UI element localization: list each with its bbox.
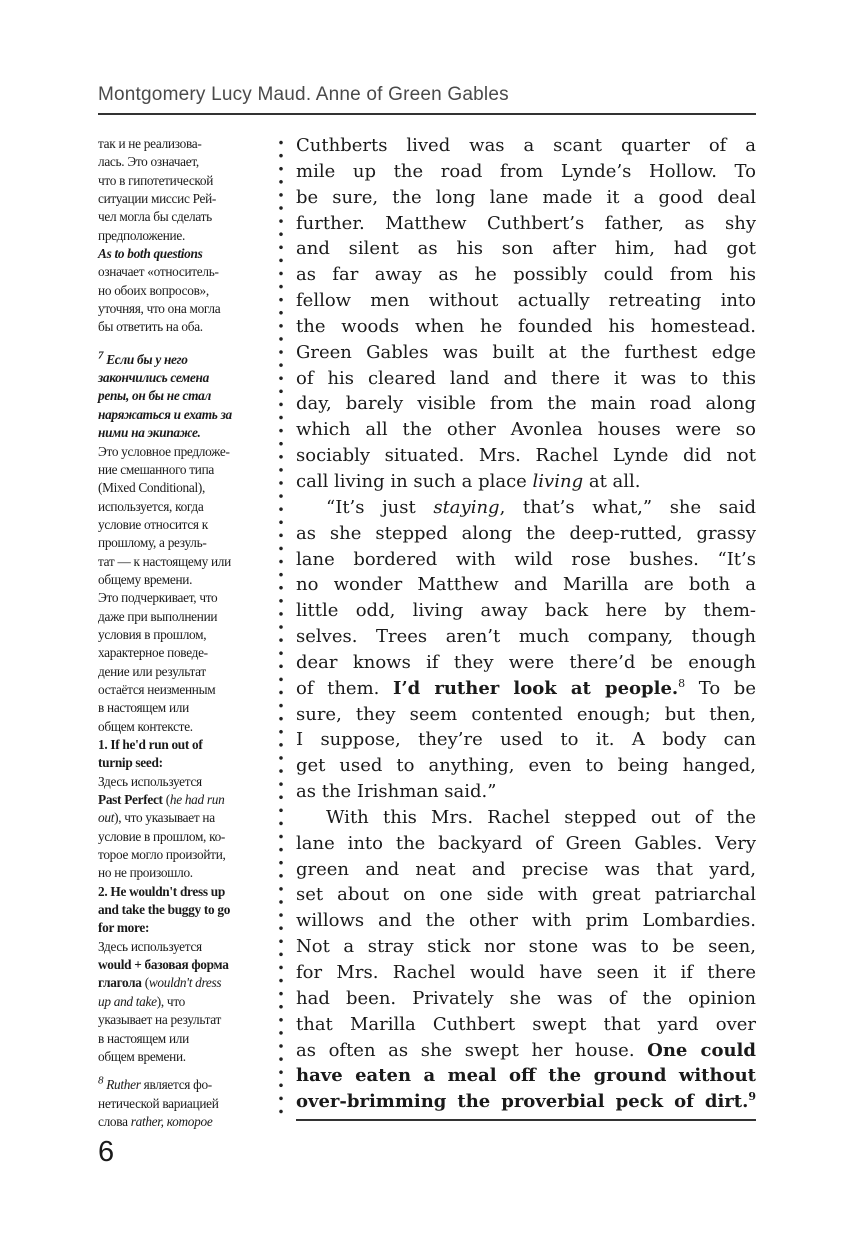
note-italic: he had run (169, 792, 225, 808)
text-line: dear knows if they were there’d be enough (296, 651, 756, 673)
note-line: наряжаться и ехать за (98, 406, 232, 422)
note-line: ние смешанного типа (98, 461, 215, 477)
note-line: в настоящем или (98, 700, 189, 716)
note-line: даже при выполнении (98, 608, 218, 624)
note-term: Ruther (106, 1077, 141, 1093)
note-line: условие в прошлом, ко- (98, 828, 226, 844)
text-line: lane into the backyard of Green Gables. Very (296, 832, 756, 854)
note-italic: rather, которое (130, 1113, 213, 1129)
note-line: в настоящем или (98, 1030, 189, 1046)
sidebar-notes (98, 135, 264, 1131)
note-line: уточняя, что она могла (98, 301, 221, 317)
header-rule (98, 113, 756, 115)
note-line: указывает на результат (98, 1012, 222, 1028)
text-line: mile up the road from Lynde’s Hollow. To (296, 160, 756, 182)
note-line (98, 993, 264, 1011)
text-line: and silent as his son after him, had got (296, 238, 756, 260)
note-line: торое могло произойти, (98, 847, 226, 863)
note-line: но не произошло. (98, 865, 193, 881)
text-line: for Mrs. Rachel would have seen it if there (296, 962, 756, 983)
note-line: используется, когда (98, 498, 204, 514)
note-line (98, 1113, 264, 1131)
text-line: which all the other Avonlea houses were so (296, 419, 756, 441)
note-line: бы ответить на оба. (98, 319, 203, 335)
text-line: sure, they seem contented enough; but then, (296, 703, 756, 725)
text-line: fellow men without actually retreating into (296, 290, 756, 312)
note-line: ситуации миссис Рей- (98, 191, 217, 207)
footnote-ref: 9 (748, 1090, 756, 1104)
note-line: закончились семена (98, 370, 209, 386)
note-line: общем времени. (98, 1048, 186, 1064)
text-italic: living (532, 470, 584, 492)
text-line: as she stepped along the deep-rutted, grassy (296, 522, 756, 544)
text-bold: over-brimming the proverbial peck of dirt. (296, 1091, 749, 1113)
text-line: Green Gables was built at the furthest edge (296, 341, 756, 363)
text-line (296, 495, 756, 521)
text-run: , that’s what,” she said (499, 496, 757, 518)
text-line: With this Mrs. Rachel stepped out of the (326, 806, 756, 828)
note-line: Это подчеркивает, что (98, 590, 218, 606)
note-line (98, 791, 264, 809)
note-line: характерное поведе- (98, 645, 208, 661)
text-line (296, 469, 756, 495)
text-line: sociably situated. Mrs. Rachel Lynde did not (296, 445, 756, 467)
footnote-7-heading (98, 351, 264, 369)
note-line: дение или результат (98, 663, 206, 679)
note-line: условие относится к (98, 516, 208, 532)
footnote-ref: 8 (678, 676, 686, 690)
text-line: as the Irishman said.” (296, 781, 497, 803)
note-term: глагола (98, 975, 142, 991)
footnote-8 (98, 1076, 264, 1094)
text-run: call living in such a place (296, 470, 533, 492)
note-line: Здесь используется (98, 773, 202, 789)
text-line: day, barely visible from the main road along (296, 393, 756, 415)
note-line: (Mixed Conditional), (98, 480, 206, 496)
note-line: Здесь используется (98, 938, 202, 954)
note-line: лась. Это означает, (98, 154, 199, 170)
note-line: но обоих вопросов», (98, 282, 209, 298)
text-line: Not a stray stick nor stone was to be seen, (296, 936, 756, 958)
footnote-number: 8 (98, 1074, 104, 1087)
text-line: I suppose, they’re used to it. A body can (296, 729, 756, 751)
text-italic: staying (433, 496, 500, 518)
text-line: Cuthberts lived was a scant quarter of a (296, 135, 756, 156)
text-line: as far away as he possibly could from his (296, 264, 756, 286)
text-line: little odd, living away back here by them- (296, 600, 756, 622)
note-line: что в гипотетической (98, 172, 214, 188)
text-bold-line: have eaten a meal off the ground without (296, 1065, 756, 1087)
note-text: ( (165, 792, 170, 808)
note-line: тат — к настоящему или (98, 553, 231, 569)
note-item-heading: 1. If he'd run out of (98, 737, 203, 752)
text-line: lane bordered with wild rose bushes. “It’s (296, 548, 756, 570)
text-line (296, 676, 756, 702)
note-line: чел могла бы сделать (98, 209, 212, 225)
main-text (296, 133, 756, 1115)
bottom-rule (296, 1119, 756, 1121)
note-line: репы, он бы не стал (98, 388, 211, 404)
text-bold: One could (647, 1039, 756, 1061)
note-text: ( (141, 975, 149, 991)
text-bold: I’d ruther look at people. (392, 677, 679, 699)
text-line: get used to anything, even to being hanged, (296, 755, 756, 777)
text-line: selves. Trees aren’t much company, though (296, 626, 756, 648)
note-term: Past Perfect (98, 792, 163, 808)
note-line (98, 974, 264, 992)
note-line: так и не реализова- (98, 136, 202, 151)
text-run: “It’s just (326, 496, 434, 518)
text-line: willows and the other with prim Lombardies. (296, 910, 756, 932)
page-number: 6 (98, 1136, 115, 1168)
note-italic: out (98, 810, 115, 826)
text-line: no wonder Matthew and Marilla are both a (296, 574, 756, 596)
text-line: that Marilla Cuthbert swept that yard over (296, 1013, 756, 1035)
text-bold-line (296, 1089, 756, 1115)
note-text: является фо- (140, 1077, 212, 1093)
note-item-heading: turnip seed: (98, 755, 163, 771)
text-line: of his cleared land and there it was to this (296, 367, 756, 389)
note-line: ними на экипаже. (98, 425, 201, 441)
footnote-number: 7 (98, 349, 104, 362)
note-text: слова (98, 1113, 131, 1129)
note-line: общему времени. (98, 571, 193, 587)
note-line: условия в прошлом, (98, 626, 207, 642)
text-run: as often as she swept her house. (296, 1039, 648, 1061)
text-line: the woods when he founded his homestead. (296, 315, 756, 337)
text-line: set about on one side with great patriarchal (296, 884, 756, 906)
text-line: further. Matthew Cuthbert’s father, as shy (296, 212, 756, 234)
note-line: Если бы у него (106, 351, 188, 367)
text-run: To be (685, 677, 756, 699)
text-line: be sure, the long lane made it a good deal (296, 186, 756, 208)
note-text: ), что указывает на (114, 810, 215, 826)
note-item-heading: 2. He wouldn't dress up (98, 883, 225, 899)
text-line (296, 1038, 756, 1064)
note-line: предположение. (98, 227, 185, 243)
text-line: green and neat and precise was that yard, (296, 858, 756, 880)
note-line: остаётся неизменным (98, 681, 216, 697)
note-line: прошлому, а резуль- (98, 535, 207, 551)
note-line: означает «относитель- (98, 264, 219, 280)
note-item-heading: for more: (98, 920, 150, 936)
note-line: нетической вариацией (98, 1095, 219, 1111)
note-line (98, 809, 264, 827)
note-line: общем контексте. (98, 718, 193, 734)
text-run: at all. (583, 470, 641, 492)
note-item-heading: and take the buggy to go (98, 902, 231, 918)
note-italic: wouldn't dress (148, 975, 222, 991)
text-run: of them. (296, 677, 393, 699)
dotted-divider (278, 136, 284, 1116)
note-line: Это условное предложе- (98, 443, 230, 459)
note-term: As to both questions (98, 246, 203, 262)
note-text: ), что (156, 993, 185, 1009)
running-header: Montgomery Lucy Maud. Anne of Green Gables (98, 84, 509, 105)
note-italic: up and take (98, 993, 157, 1009)
note-term: would + базовая форма (98, 957, 229, 973)
text-line: had been. Privately she was of the opinion (296, 987, 756, 1009)
